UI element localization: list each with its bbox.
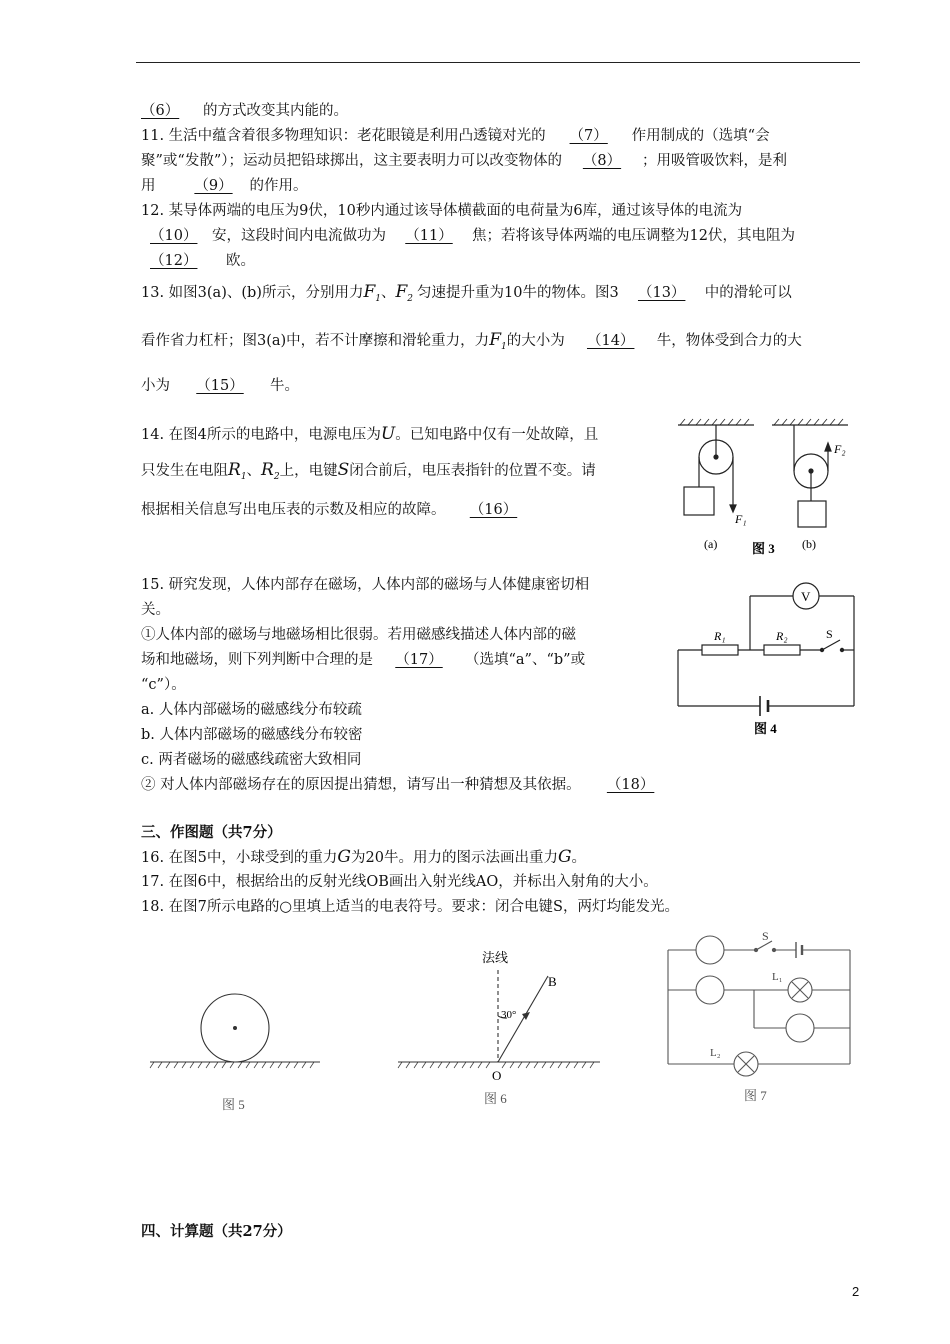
- answer-blank-17: （17）: [395, 652, 443, 668]
- figure-6-label: 图 6: [484, 1091, 507, 1106]
- label-r2: R₂: [776, 629, 788, 643]
- section-3-heading: 三、作图题（共7分）: [141, 824, 282, 841]
- question-18: 18. 在图7所示电路的○里填上适当的电表符号。要求：闭合电键S，两灯均能发光。: [141, 899, 679, 915]
- question-13-line2: 看作省力杠杆；图3(a)中，若不计摩擦和滑轮重力，力$F_1$的大小为 （14） 牛，物体受到合力的大: [141, 330, 802, 352]
- figure-7: [664, 928, 864, 1110]
- label-f1: F₁: [735, 512, 747, 526]
- label-a: (a): [704, 537, 718, 551]
- question-14-line3: 根据相关信息写出电压表的示数及相应的故障。 （16）: [141, 500, 542, 520]
- question-13-line3: 小为 （15） 牛。: [141, 378, 299, 394]
- voltmeter-label: V: [801, 589, 811, 604]
- angle-label: 30°: [501, 1009, 517, 1021]
- answer-blank-16: （16）: [469, 502, 518, 518]
- point-o-label: O: [492, 1068, 502, 1083]
- question-10-tail: （6） 的方式改变其内能的。: [141, 103, 348, 119]
- answer-blank-9: （9）: [194, 178, 233, 194]
- figure-7-label: 图 7: [744, 1088, 767, 1103]
- option-b: b. 人体内部磁场的磁感线分布较密: [141, 727, 363, 743]
- answer-blank-15: （15）: [196, 378, 244, 394]
- section-4-heading: 四、计算题（共27分）: [141, 1223, 292, 1240]
- question-15-line5: “c”）。: [141, 677, 186, 693]
- question-16: 16. 在图5中，小球受到的重力G为20牛。用力的图示法画出重力G。: [141, 847, 587, 867]
- answer-blank-18: （18）: [606, 777, 655, 793]
- question-15-line4: 场和地磁场，则下列判断中合理的是 （17） （选填“a”、“b”或: [141, 652, 586, 668]
- answer-blank-12: （12）: [150, 253, 198, 269]
- page-number: 2: [852, 1284, 860, 1299]
- question-12-line3: （12） 欧。: [150, 253, 255, 269]
- option-a: a. 人体内部磁场的磁感线分布较疏: [141, 702, 362, 718]
- answer-blank-11: （11）: [405, 228, 453, 244]
- switch-label: S: [762, 929, 769, 943]
- header-rule: [136, 62, 860, 63]
- figure-6: [394, 942, 604, 1112]
- question-15-line1: 15. 研究发现，人体内部存在磁场，人体内部的磁场与人体健康密切相: [141, 577, 590, 593]
- question-15-part2: ② 对人体内部磁场存在的原因提出猜想，请写出一种猜想及其依据。 （18）: [141, 775, 681, 795]
- figure-4-label: 图 4: [754, 721, 777, 736]
- question-17: 17. 在图6中，根据给出的反射光线OB画出入射光线AO，并标出入射角的大小。: [141, 874, 658, 890]
- lamp-l1-label: L₁: [772, 971, 783, 983]
- question-11-line1: 11. 生活中蕴含着很多物理知识：老花眼镜是利用凸透镜对光的 （7） 作用制成的（选填“会: [141, 128, 770, 144]
- figure-5: [146, 990, 326, 1120]
- point-b-label: B: [548, 974, 557, 989]
- question-14-line2: 只发生在电阻$R_1$、$R_2$上，电键S闭合前后，电压表指针的位置不变。请: [141, 460, 596, 482]
- answer-blank-6: （6）: [141, 103, 180, 119]
- normal-label: 法线: [482, 950, 509, 965]
- answer-blank-13: （13）: [637, 285, 686, 301]
- label-switch: S: [826, 627, 833, 641]
- figure-5-label: 图 5: [222, 1097, 245, 1112]
- figure-3-label: 图 3: [752, 541, 775, 556]
- question-15-line3: ①人体内部的磁场与地磁场相比很弱。若用磁感线描述人体内部的磁: [141, 627, 576, 643]
- label-r1: R₁: [714, 629, 726, 643]
- question-11-line3: 用 （9） 的作用。: [141, 178, 308, 194]
- figure-4: [672, 578, 862, 743]
- figure-3: [672, 415, 862, 565]
- question-11-line2: 聚”或“发散”）；运动员把铅球掷出，这主要表明力可以改变物体的 （8） ；用吸管吸饮料，是利: [141, 153, 787, 169]
- question-12-line2: （10） 安，这段时间内电流做功为 （11） 焦；若将该导体两端的电压调整为12伏，其电阻为: [150, 228, 795, 244]
- answer-blank-8: （8）: [582, 153, 622, 169]
- question-15-line2: 关。: [141, 602, 170, 618]
- label-f2: F₂: [834, 442, 846, 456]
- question-14-line1: 14. 在图4所示的电路中，电源电压为U。已知电路中仅有一处故障，且: [141, 424, 599, 444]
- answer-blank-7: （7）: [569, 128, 608, 144]
- question-13-line1: 13. 如图3(a)、(b)所示，分别用力$F_1$、$F_2$ 匀速提升重为10牛的物体。图3 （13） 中的滑轮可以: [141, 282, 792, 304]
- option-c: c. 两者磁场的磁感线疏密大致相同: [141, 752, 362, 768]
- answer-blank-14: （14）: [586, 333, 635, 349]
- question-12-line1: 12. 某导体两端的电压为9伏，10秒内通过该导体横截面的电荷量为6库，通过该导体的电流为: [141, 203, 743, 219]
- answer-blank-10: （10）: [150, 228, 198, 244]
- label-b: (b): [802, 537, 816, 551]
- lamp-l2-label: L₂: [710, 1047, 721, 1059]
